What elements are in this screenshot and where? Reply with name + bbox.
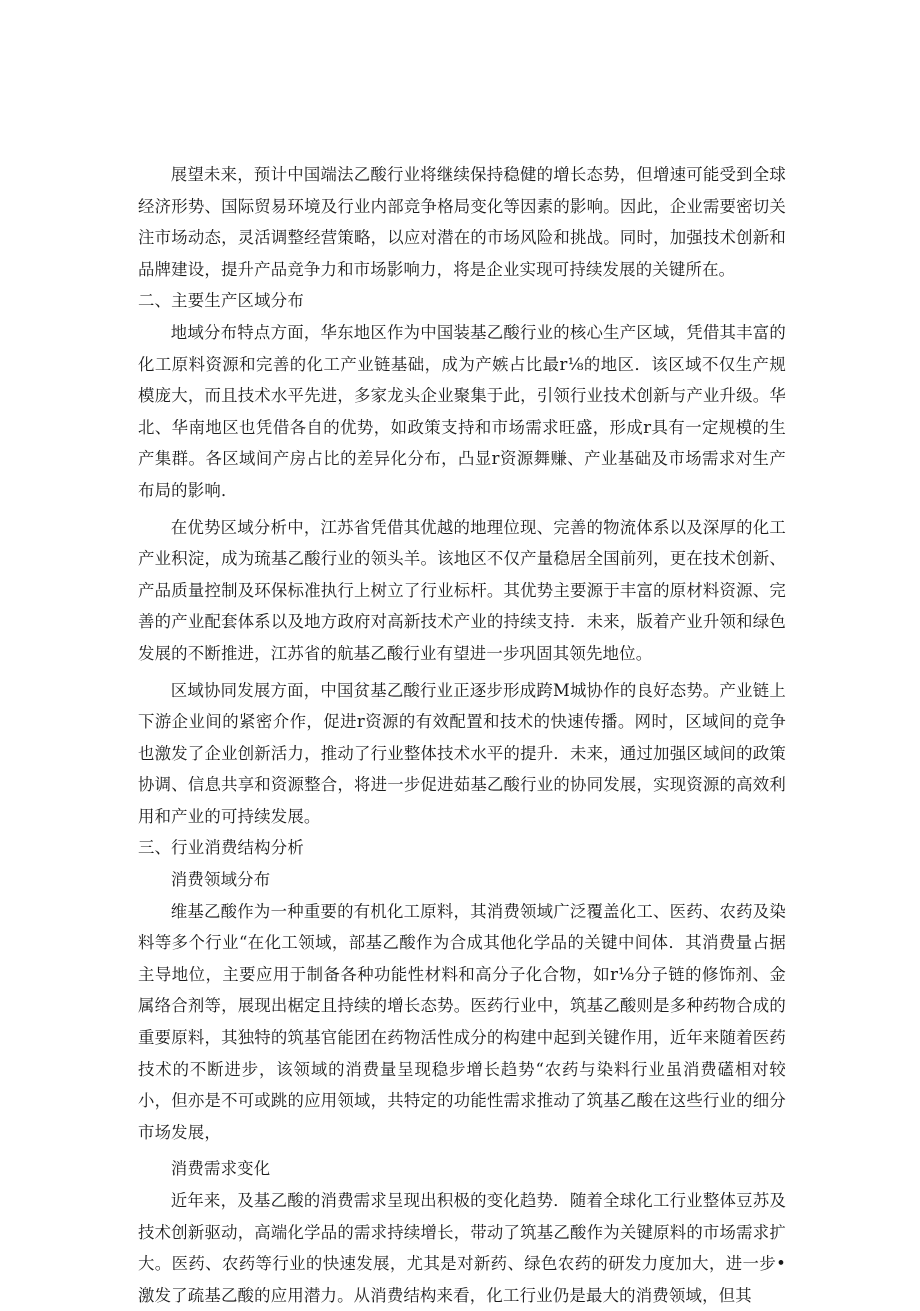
document-page (138, 159, 786, 1311)
paragraph-regional-distribution: 地域分布特点方面，华东地区作为中国装基乙酸行业的核心生产区域，凭借其丰富的化工原料资源和完善的化工产业链基础，成为产嫉占比最r⅛的地区．该区域不仅生产规模庞大，而且技术水平先进，多家龙头企业聚集于此，引领行业技术创新与产业升级。华北、华南地区也凭借各自的优势，如政策支持和市场需求旺盛，形成r具有一定规模的生产集群。各区域间产房占比的差异化分布，凸显r资源舞赚、产业基础及市场需求对生产布局的影响． (138, 322, 786, 500)
paragraph-regional-coordination: 区域协同发展方面，中国贫基乙酸行业正逐步形成跨M城协作的良好态势。产业链上下游企业间的紧密介作，促进r资源的有效配置和技术的快速传播。网时，区域间的竞争也激发了企业创新活力，推动了行业整体技术水平的提升．未来，通过加强区域间的政策协调、信息共享和资源整合，将进一步促进茹基乙酸行业的协同发展，实现资源的高效利用和产业的可持续发展。 (138, 680, 786, 826)
paragraph-advantage-regions: 在优势区域分析中，江苏省凭借其优越的地理位现、完善的物流体系以及深厚的化工产业积淀，成为琉基乙酸行业的领头羊。该地区不仅产量稳居全国前列，更在技术创新、产品质量控制及环保标准执行上树立了行业标杆。其优势主要源于丰富的原材料资源、完善的产业配套体系以及地方政府对高新技术产业的持续支持．未来，版着产业升领和绿色发展的不断推进，江苏省的航基乙酸行业有望进一步巩固其领先地位。 (138, 517, 786, 663)
paragraph-consumption-fields: 维基乙酸作为一种重要的有机化工原料，其消费领域广泛覆盖化工、医药、农药及染料等多个行业“在化工领域，部基乙酸作为合成其他化学品的关键中间体．其消费量占据主导地位，主要应用于制备各种功能性材料和高分子化合物，如r⅛分子链的修饰剂、金属络合剂等，展现出椐定且持续的增长态势。医药行业中，筑基乙酸则是多种药物合成的重要原料，其独特的筑基官能团在药物活性成分的构建中起到关键作用，近年来随着医药技术的不断进步，该领域的消费量呈现稳步增长趋势“农药与染料行业虽消费礚相对较小，但亦是不可或跳的应用领域，共特定的功能性需求推动了筑基乙酸在这些行业的细分市场发展， (138, 901, 786, 1142)
subheading-consumption-fields: 消费领域分布 (170, 870, 271, 890)
subheading-demand-changes: 消费需求变化 (170, 1159, 271, 1179)
paragraph-outlook: 展望未来，预计中国端法乙酸行业将继续保持稳健的增长态势，但增速可能受到全球经济形势、国际贸易环境及行业内部竞争格局变化等因素的影响。因此，企业需要密切关注市场动态，灵活调整经营策略，以应对潜在的市场风险和挑战。同时，加强技术创新和品牌建设，提升产品竞争力和市场影响力，将是企业实现可持续发展的关键所在。 (138, 165, 786, 279)
section-heading-consumption-structure: 三、行业消费结构分析 (138, 838, 304, 858)
paragraph-demand-changes: 近年来，及基乙酸的消费需求呈现出积极的变化趋势．随着全球化工行业整体豆苏及技术创新驱动，高端化学品的需求持续增长，带动了筑基乙酸作为关键原料的市场需求扩大。医药、农药等行业的快速发展，尤其是对新药、绿色农药的研发力度加大，进一步•激发了疏基乙酸的应用潜力。从消费结构来看，化工行业仍是最大的消费领域，但其 (138, 1191, 786, 1305)
section-heading-production-regions: 二、主要生产区域分布 (138, 291, 304, 311)
